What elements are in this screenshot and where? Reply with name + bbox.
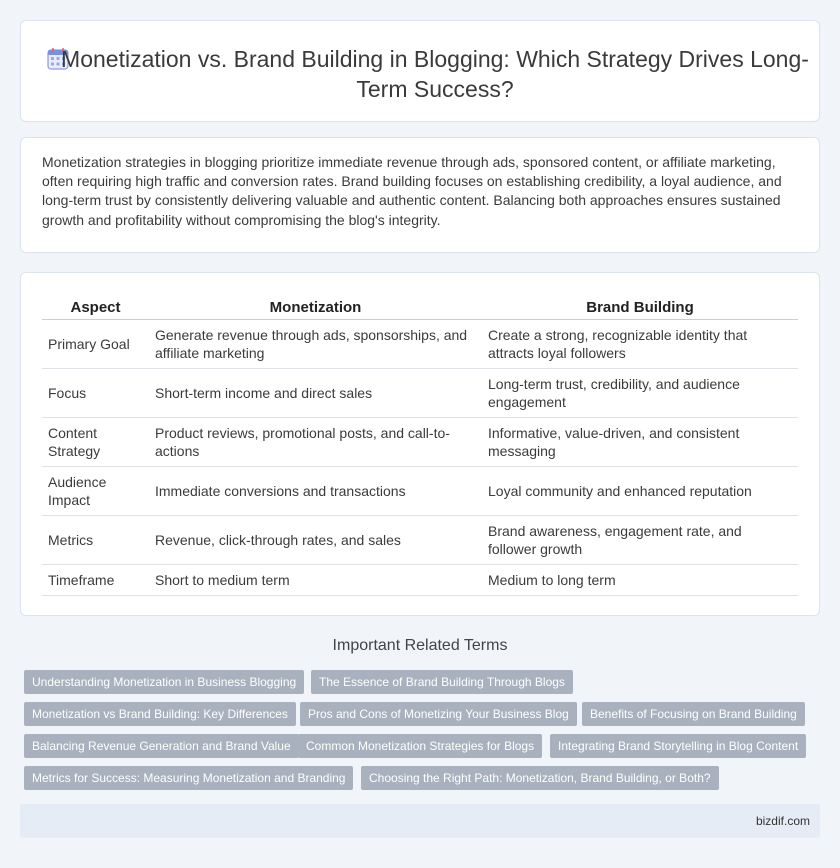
related-term-tag[interactable]: Metrics for Success: Measuring Monetization and Branding [24, 766, 353, 790]
aspect-cell: Focus [42, 368, 149, 417]
footer-site-link[interactable]: bizdif.com [755, 814, 810, 828]
column-header-brand-building: Brand Building [482, 296, 798, 319]
brand-building-cell: Create a strong, recognizable identity that attracts loyal followers [482, 319, 798, 368]
column-header-aspect: Aspect [42, 296, 149, 319]
aspect-cell: Content Strategy [42, 417, 149, 466]
comparison-table [42, 296, 798, 596]
intro-paragraph: Monetization strategies in blogging prioritize immediate revenue through ads, sponsored content, or affiliate marketing, often requiring high traffic and conversion rates. Brand building focuses on establishing credibility, a loyal audience, and long-term trust by consistently delivering valuable and authentic content. Balancing both approaches ensures sustained growth and profitability without compromising the blog's integrity. [42, 154, 782, 228]
comparison-card [20, 272, 820, 616]
table-row [42, 564, 798, 595]
related-term-tag[interactable]: Balancing Revenue Generation and Brand Value [24, 734, 299, 758]
brand-building-cell: Loyal community and enhanced reputation [482, 466, 798, 515]
brand-building-cell: Long-term trust, credibility, and audience engagement [482, 368, 798, 417]
related-term-tag[interactable]: Integrating Brand Storytelling in Blog Content [550, 734, 806, 758]
table-row [42, 515, 798, 564]
footer-bar [20, 804, 820, 838]
related-term-tag[interactable]: Benefits of Focusing on Brand Building [582, 702, 805, 726]
table-row [42, 417, 798, 466]
aspect-cell: Timeframe [42, 564, 149, 595]
brand-building-cell: Brand awareness, engagement rate, and follower growth [482, 515, 798, 564]
monetization-cell: Generate revenue through ads, sponsorships, and affiliate marketing [149, 319, 482, 368]
intro-card [20, 137, 820, 253]
table-row [42, 319, 798, 368]
monetization-cell: Immediate conversions and transactions [149, 466, 482, 515]
monetization-cell: Short to medium term [149, 564, 482, 595]
aspect-cell: Audience Impact [42, 466, 149, 515]
related-terms-heading: Important Related Terms [332, 637, 508, 654]
aspect-cell: Primary Goal [42, 319, 149, 368]
monetization-cell: Product reviews, promotional posts, and call-to-actions [149, 417, 482, 466]
brand-building-cell: Informative, value-driven, and consistent messaging [482, 417, 798, 466]
related-term-tag[interactable]: Monetization vs Brand Building: Key Differences [24, 702, 296, 726]
brand-building-cell: Medium to long term [482, 564, 798, 595]
table-header-row [42, 296, 798, 319]
header-card [20, 20, 820, 122]
aspect-cell: Metrics [42, 515, 149, 564]
column-header-monetization: Monetization [149, 296, 482, 319]
related-term-tag[interactable]: Common Monetization Strategies for Blogs [298, 734, 542, 758]
monetization-cell: Revenue, click-through rates, and sales [149, 515, 482, 564]
related-term-tag[interactable]: Pros and Cons of Monetizing Your Business Blog [300, 702, 577, 726]
table-row [42, 466, 798, 515]
related-term-tag[interactable]: Understanding Monetization in Business Blogging [24, 670, 304, 694]
monetization-cell: Short-term income and direct sales [149, 368, 482, 417]
related-term-tag[interactable]: The Essence of Brand Building Through Blogs [311, 670, 573, 694]
page-title: Monetization vs. Brand Building in Blogging: Which Strategy Drives Long-Term Success? [61, 46, 809, 102]
related-term-tag[interactable]: Choosing the Right Path: Monetization, Brand Building, or Both? [361, 766, 719, 790]
table-row [42, 368, 798, 417]
